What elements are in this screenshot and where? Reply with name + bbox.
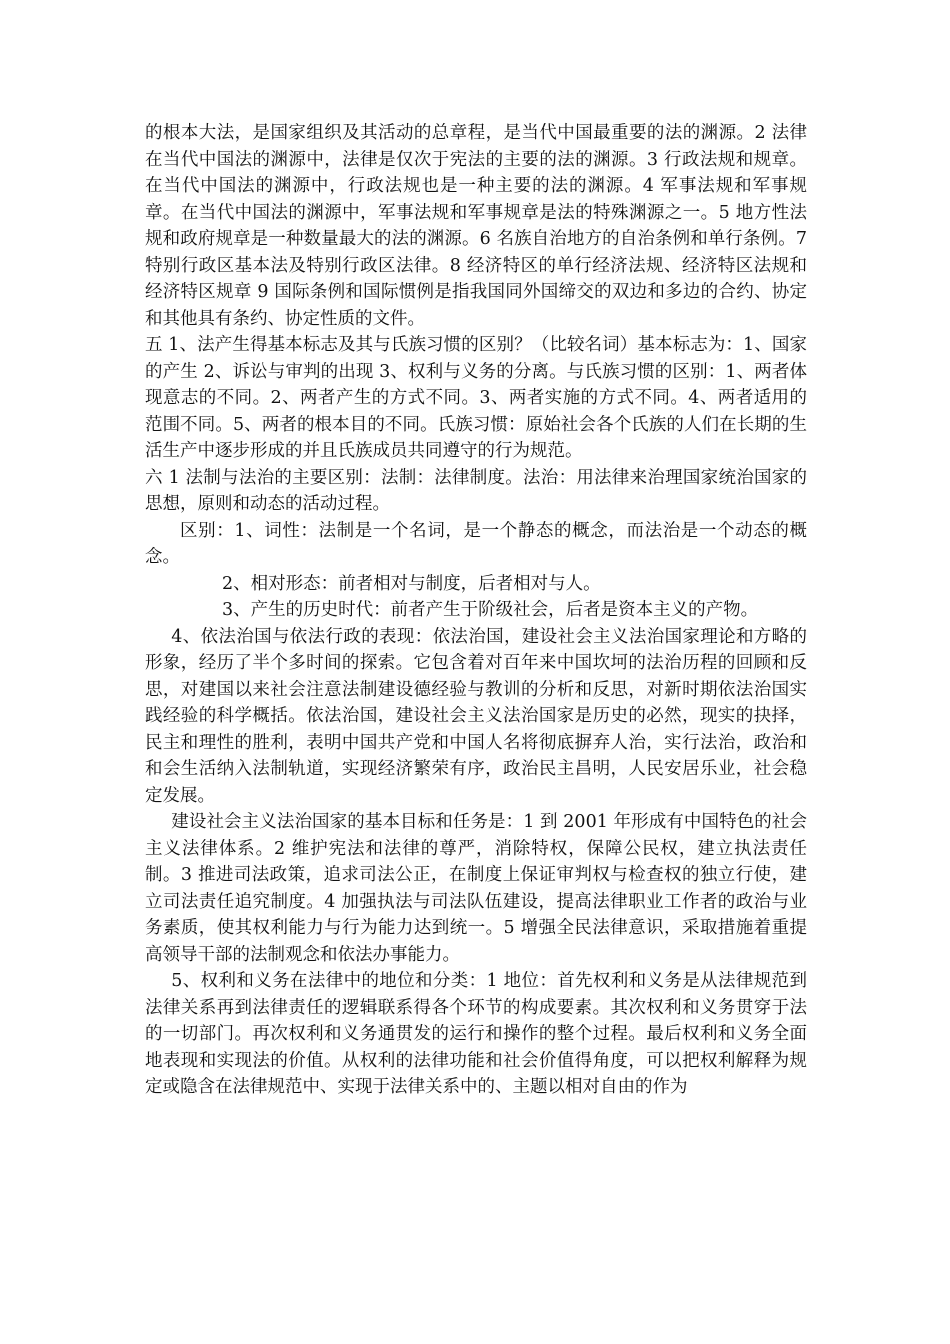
document-page	[145, 120, 807, 1101]
paragraph-rights-and-obligations: 5、权利和义务在法律中的地位和分类：1 地位：首先权利和义务是从法律规范到法律关系再到法律责任的逻辑联系得各个环节的构成要素。其次权利和义务贯穿于法的一切部门。再次权利和义务通贯发的运行和操作的整个过程。最后权利和义务全面地表现和实现法的价值。从权利的法律功能和社会价值得角度，可以把权利解释为规定或隐含在法律规范中、实现于法律关系中的、主题以相对自由的作为	[145, 971, 807, 1097]
paragraph-rule-by-law: 4、依法治国与依法行政的表现：依法治国，建设社会主义法治国家理论和方略的形象，经历了半个多时间的探索。它包含着对百年来中国坎坷的法治历程的回顾和反思，对建国以来社会注意法制建设德经验与教训的分析和反思，对新时期依法治国实践经验的科学概括。依法治国，建设社会主义法治国家是历史的必然，现实的抉择，民主和理性的胜利，表明中国共产党和中国人名将彻底摒弃人治，实行法治，政治和和会生活纳入法制轨道，实现经济繁荣有序，政治民主昌明，人民安居乐业，社会稳定发展。	[145, 626, 807, 806]
paragraph-goals-and-tasks: 建设社会主义法治国家的基本目标和任务是：1 到 2001 年形成有中国特色的社会主义法律体系。2 维护宪法和法律的尊严，消除特权，保障公民权，建立执法责任制。3 推进司法政策，追求司法公正，在制度上保证审判权与检查权的独立行使，建立司法责任追究制度。4 加强执法与司法队伍建设，提高法律职业工作者的政治与业务素质，使其权利能力与行为能力达到统一。5 增强全民法律意识，采取措施着重提高领导干部的法制观念和依法办事能力。	[145, 812, 807, 965]
paragraph-legal-system-vs-rule-of-law: 六 1 法制与法治的主要区别：法制：法律制度。法治：用法律来治理国家统治国家的思想，原则和动态的活动过程。	[145, 467, 807, 514]
paragraph-difference-era: 3、产生的历史时代：前者产生于阶级社会，后者是资本主义的产物。	[222, 600, 759, 620]
paragraph-difference-form: 2、相对形态：前者相对与制度，后者相对与人。	[222, 573, 601, 594]
paragraph-sources-of-law: 的根本大法，是国家组织及其活动的总章程，是当代中国最重要的法的渊源。2 法律在当代中国法的渊源中，法律是仅次于宪法的主要的法的渊源。3 行政法规和规章。在当代中国法的渊源中，行政法规也是一种主要的法的渊源。4 军事法规和军事规章。在当代中国法的渊源中，军事法规和军事规章是法的特殊渊源之一。5 地方性法规和政府规章是一种数量最大的法的渊源。6 名族自治地方的自治条例和单行条例。7 特别行政区基本法及特别行政区法律。8 经济特区的单行经济法规、经济特区法规和经济特区规章 9 国际条例和国际惯例是指我国同外国缔交的双边和多边的合约、协定和其他具有条约、协定性质的文件。	[145, 123, 807, 329]
paragraph-difference-part-of-speech: 区别：1、词性：法制是一个名词，是一个静态的概念，而法治是一个动态的概念。	[145, 520, 807, 567]
paragraph-origin-of-law: 五 1、法产生得基本标志及其与氏族习惯的区别？（比较名词）基本标志为：1、国家的产生 2、诉讼与审判的出现 3、权利与义务的分离。与氏族习惯的区别：1、两者体现意志的不同。2、两者产生的方式不同。3、两者实施的方式不同。4、两者适用的范围不同。5、两者的根本目的不同。氏族习惯：原始社会各个氏族的人们在长期的生活生产中逐步形成的并且氏族成员共同遵守的行为规范。	[145, 335, 807, 461]
